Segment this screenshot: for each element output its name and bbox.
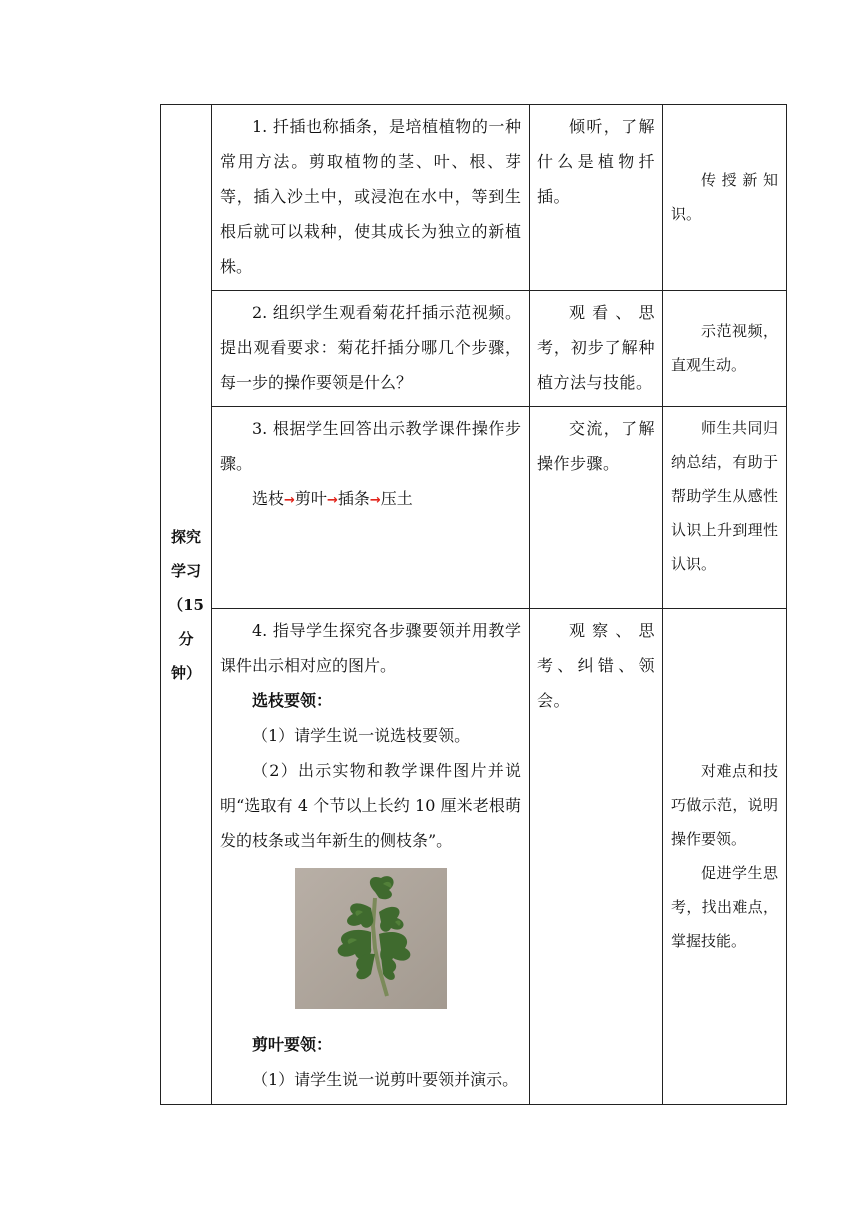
activity-text: 2. 组织学生观看菊花扦插示范视频。提出观看要求：菊花扦插分哪几个步骤，每一步的操作要领是什么？ xyxy=(220,303,521,392)
activity-text: 1. 扦插也称插条，是培植植物的一种常用方法。剪取植物的茎、叶、根、芽等，插入沙土中，或浸泡在水中，等到生根后就可以栽种，使其成长为独立的新植株。 xyxy=(220,117,521,276)
student-activity-cell xyxy=(530,291,663,407)
table-row xyxy=(161,291,787,407)
teacher-activity-cell xyxy=(212,105,530,291)
sub-heading: 选枝要领： xyxy=(252,691,333,710)
operation-steps xyxy=(220,481,521,518)
student-activity-cell xyxy=(530,105,663,291)
right-arrow-icon: → xyxy=(284,493,295,508)
design-intent-cell xyxy=(663,105,787,291)
intent-text: 促进学生思考，找出难点，掌握技能。 xyxy=(671,863,778,950)
sub-heading: 剪叶要领： xyxy=(252,1035,333,1054)
teacher-activity-cell xyxy=(212,407,530,609)
student-text: 观察、思考、纠错、领会。 xyxy=(537,621,655,710)
activity-text: 3. 根据学生回答出示教学课件操作步骤。 xyxy=(220,419,521,473)
section-label-line: 探究 xyxy=(170,527,201,546)
step-label: 压土 xyxy=(380,489,413,508)
step-label: 插条 xyxy=(337,489,370,508)
intent-text: 对难点和技巧做示范，说明操作要领。 xyxy=(671,761,778,848)
student-text: 倾听，了解什么是植物扦插。 xyxy=(537,117,655,206)
student-text: 观看、思考，初步了解种植方法与技能。 xyxy=(537,303,655,392)
intent-text: 传授新知识。 xyxy=(671,170,778,223)
activity-text: 4. 指导学生探究各步骤要领并用教学课件出示相对应的图片。 xyxy=(220,621,521,675)
step-label: 选枝 xyxy=(252,489,285,508)
section-label-line: 钟） xyxy=(170,663,201,682)
sub-item: （1）请学生说一说剪叶要领并演示。 xyxy=(252,1070,519,1089)
student-activity-cell xyxy=(530,609,663,1105)
sub-item: （2）出示实物和教学课件图片并说明“选取有 4 个节以上长约 10 厘米老根萌发的枝条或当年新生的侧枝条”。 xyxy=(220,761,521,850)
teacher-activity-cell xyxy=(212,609,530,1105)
section-label-line: 学习 xyxy=(170,561,201,580)
table-row xyxy=(161,105,787,291)
step-label: 剪叶 xyxy=(294,489,327,508)
student-text: 交流，了解操作步骤。 xyxy=(537,419,655,473)
lesson-plan-table xyxy=(160,104,787,1105)
right-arrow-icon: → xyxy=(369,493,381,508)
sub-item: （1）请学生说一说选枝要领。 xyxy=(252,726,471,745)
table-row xyxy=(161,609,787,1105)
section-label-cell xyxy=(161,105,212,1105)
photo-container xyxy=(220,858,521,1027)
table-row xyxy=(161,407,787,609)
intent-text: 示范视频，直观生动。 xyxy=(671,321,778,374)
design-intent-cell xyxy=(663,291,787,407)
right-arrow-icon: → xyxy=(326,493,338,508)
section-label-line: 分 xyxy=(178,629,194,648)
design-intent-cell xyxy=(663,609,787,1105)
chrysanthemum-cutting-photo xyxy=(295,868,447,1009)
teacher-activity-cell xyxy=(212,291,530,407)
student-activity-cell xyxy=(530,407,663,609)
design-intent-cell xyxy=(663,407,787,609)
section-label-line: （15 xyxy=(168,595,204,614)
intent-text: 师生共同归纳总结，有助于帮助学生从感性认识上升到理性认识。 xyxy=(671,419,778,573)
